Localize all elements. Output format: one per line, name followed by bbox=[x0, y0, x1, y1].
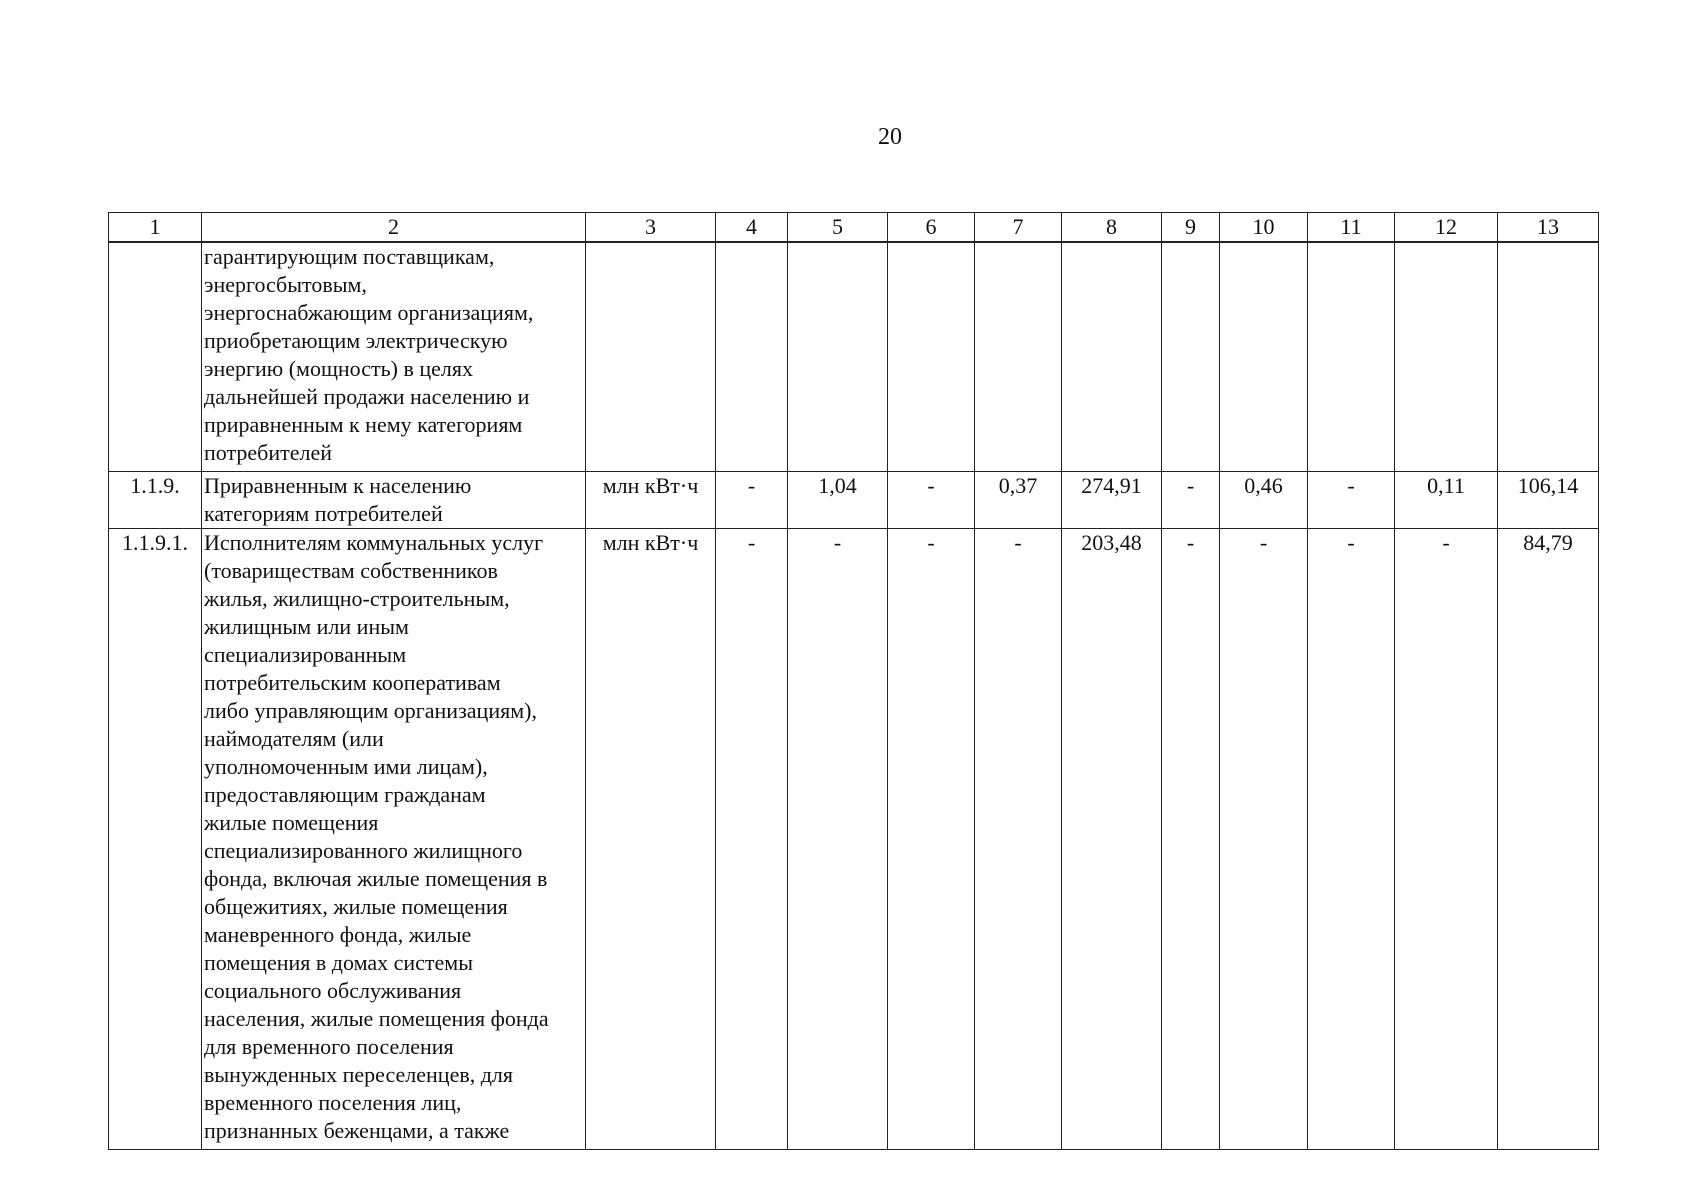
row-value: - bbox=[788, 529, 888, 1150]
row-value: 1,04 bbox=[788, 472, 888, 529]
column-header: 10 bbox=[1220, 213, 1308, 243]
column-header: 7 bbox=[975, 213, 1062, 243]
row-name-text: Исполнителям коммунальных услуг (товариществам собственников жилья, жилищно-строительным, жилищным или иным специализированным потребительским кооперативам либо управляющим организациям), наймодателям (или уполномоченным ими лицам), предоставляющим гражданам жилые помещения специализированного жилищного фонда, включая жилые помещения в общежитиях, жилые помещения маневренного фонда, жилые помещения в домах системы социального обслуживания населения, жилые помещения фонда для временного поселения вынужденных переселенцев, для временного поселения лиц, признанных беженцами, а также bbox=[204, 530, 549, 1143]
row-number: 1.1.9. bbox=[109, 472, 202, 529]
row-value bbox=[1220, 242, 1308, 472]
row-value: - bbox=[1308, 529, 1395, 1150]
row-value: 0,46 bbox=[1220, 472, 1308, 529]
row-value: - bbox=[888, 529, 975, 1150]
row-number: 1.1.9.1. bbox=[109, 529, 202, 1150]
page-number: 20 bbox=[878, 124, 902, 150]
column-header: 12 bbox=[1395, 213, 1498, 243]
row-number bbox=[109, 242, 202, 472]
column-header: 1 bbox=[109, 213, 202, 243]
row-value: - bbox=[1162, 529, 1220, 1150]
table-row bbox=[109, 472, 1599, 529]
row-value: - bbox=[716, 472, 788, 529]
row-value bbox=[1498, 242, 1599, 472]
row-value bbox=[1162, 242, 1220, 472]
row-value bbox=[788, 242, 888, 472]
row-value bbox=[1308, 242, 1395, 472]
row-value bbox=[1062, 242, 1162, 472]
row-value bbox=[1395, 242, 1498, 472]
row-value: - bbox=[1308, 472, 1395, 529]
row-value: - bbox=[975, 529, 1062, 1150]
row-name bbox=[202, 529, 586, 1150]
row-value bbox=[716, 242, 788, 472]
row-unit: млн кВт·ч bbox=[586, 529, 716, 1150]
row-name-text: Приравненным к населению категориям потребителей bbox=[204, 473, 472, 526]
row-value: 0,37 bbox=[975, 472, 1062, 529]
row-value bbox=[975, 242, 1062, 472]
row-unit: млн кВт·ч bbox=[586, 472, 716, 529]
row-name-text: гарантирующим поставщикам, энергосбытовым, энергоснабжающим организациям, приобретающим электрическую энергию (мощность) в целях дальнейшей продажи населению и приравненным к нему категориям потребителей bbox=[204, 244, 534, 465]
row-value bbox=[888, 242, 975, 472]
column-header: 3 bbox=[586, 213, 716, 243]
column-header: 11 bbox=[1308, 213, 1395, 243]
column-header: 9 bbox=[1162, 213, 1220, 243]
column-header: 2 bbox=[202, 213, 586, 243]
row-value: 203,48 bbox=[1062, 529, 1162, 1150]
column-header: 8 bbox=[1062, 213, 1162, 243]
row-value: - bbox=[716, 529, 788, 1150]
row-value: 106,14 bbox=[1498, 472, 1599, 529]
column-header: 13 bbox=[1498, 213, 1599, 243]
table-row bbox=[109, 529, 1599, 1150]
data-table bbox=[108, 212, 1599, 1150]
column-header: 6 bbox=[888, 213, 975, 243]
row-value: 274,91 bbox=[1062, 472, 1162, 529]
row-value: 0,11 bbox=[1395, 472, 1498, 529]
column-header: 4 bbox=[716, 213, 788, 243]
row-value: - bbox=[1162, 472, 1220, 529]
row-value: - bbox=[888, 472, 975, 529]
row-name bbox=[202, 242, 586, 472]
column-header: 5 bbox=[788, 213, 888, 243]
row-unit bbox=[586, 242, 716, 472]
header-row bbox=[109, 213, 1599, 243]
row-value: 84,79 bbox=[1498, 529, 1599, 1150]
table-row bbox=[109, 242, 1599, 472]
row-value: - bbox=[1220, 529, 1308, 1150]
row-value: - bbox=[1395, 529, 1498, 1150]
row-name bbox=[202, 472, 586, 529]
